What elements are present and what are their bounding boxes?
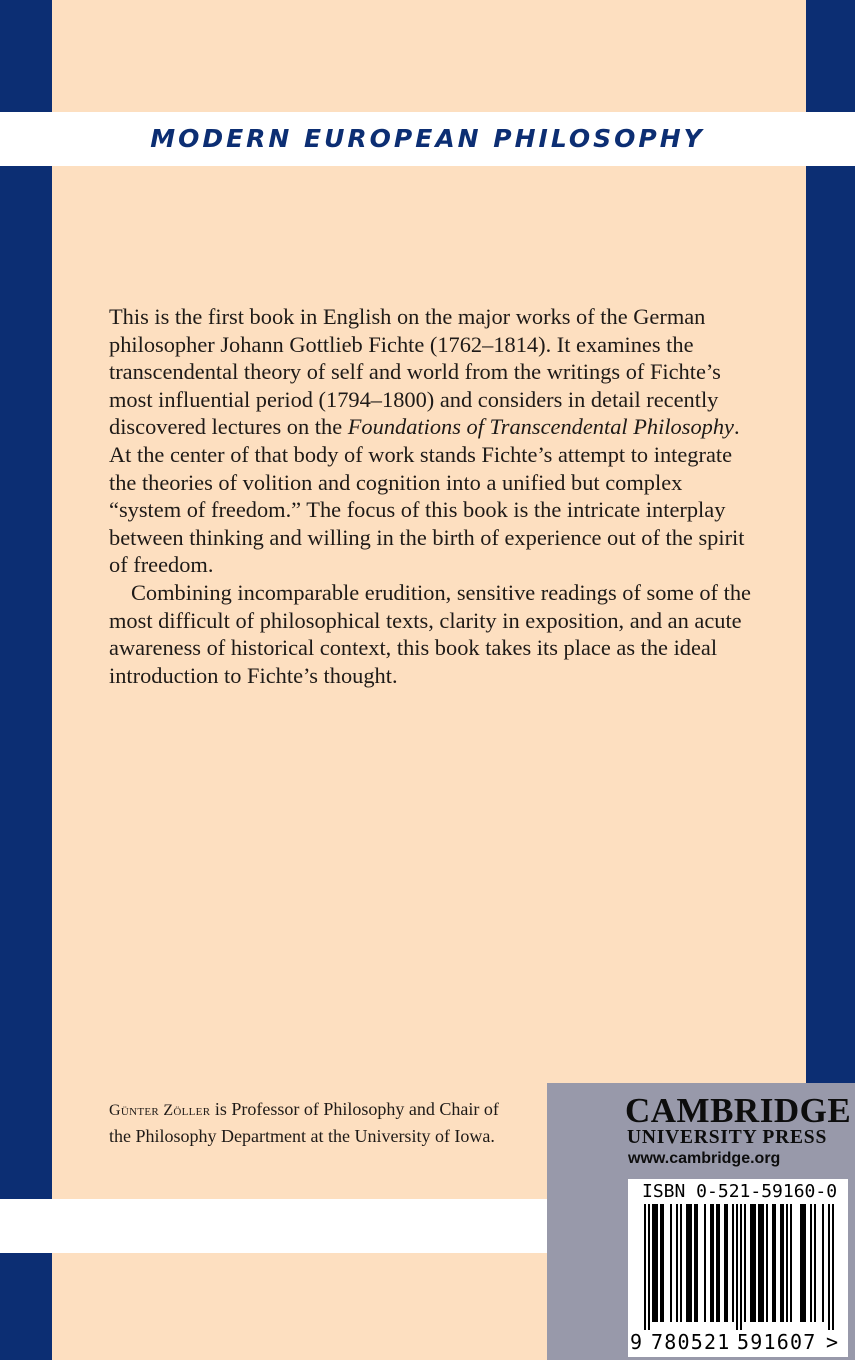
barcode-guard-bar <box>832 1204 834 1330</box>
barcode-right-digits: 591607 <box>737 1330 817 1354</box>
barcode-guard-bar <box>736 1204 738 1330</box>
barcode-bars <box>628 1204 848 1330</box>
barcode-bar <box>656 1204 658 1322</box>
isbn-label: ISBN 0-521-59160-0 <box>642 1181 838 1202</box>
barcode-digits <box>628 1330 848 1354</box>
barcode-bar <box>802 1204 804 1322</box>
barcode-bar <box>680 1204 682 1322</box>
barcode-bar <box>662 1204 664 1322</box>
barcode-guard-bar <box>644 1204 646 1330</box>
barcode-bar <box>800 1204 802 1322</box>
barcode-bar <box>752 1204 754 1322</box>
barcode-bar <box>712 1204 714 1322</box>
barcode-bar <box>774 1204 776 1322</box>
barcode-bar <box>688 1204 690 1322</box>
barcode-bar <box>718 1204 720 1322</box>
publisher-website: www.cambridge.org <box>628 1150 781 1167</box>
barcode-bar <box>814 1204 816 1322</box>
barcode-bar <box>760 1204 762 1322</box>
barcode-bar <box>710 1204 712 1322</box>
back-cover-blurb <box>109 303 759 689</box>
barcode-guard-bar <box>828 1204 830 1330</box>
barcode-bar <box>810 1204 812 1322</box>
barcode-bar <box>652 1204 654 1322</box>
barcode-bar <box>758 1204 760 1322</box>
blurb-paragraph-2: Combining incomparable erudition, sensitive readings of some of the most difficult of philosophical texts, clarity in exposition, and an acute awareness of historical context, this book takes its place as the ideal introduction to Fichte’s thought. <box>109 579 751 688</box>
publisher-name: CAMBRIDGE <box>625 1091 852 1130</box>
barcode-bar <box>822 1204 824 1322</box>
barcode-bar <box>716 1204 718 1322</box>
publisher-panel <box>547 1083 855 1360</box>
barcode-bar <box>786 1204 788 1322</box>
barcode-bar <box>782 1204 784 1322</box>
barcode-bar <box>780 1204 782 1322</box>
barcode-bar <box>762 1204 764 1322</box>
cream-panel-top <box>52 0 806 112</box>
barcode-bar <box>660 1204 662 1322</box>
left-navy-border <box>0 0 52 1360</box>
barcode-end-mark: > <box>826 1330 839 1354</box>
author-bio <box>109 1097 509 1148</box>
barcode-bar <box>686 1204 688 1322</box>
barcode-left-digits: 780521 <box>651 1330 731 1354</box>
barcode-bar <box>750 1204 752 1322</box>
author-bio-text: is Professor of Philosophy and Chair of the Philosophy Department at the University of Iowa. <box>109 1099 499 1146</box>
blurb-paragraph-1 <box>109 303 759 579</box>
author-name: Günter Zöller <box>109 1102 211 1119</box>
barcode-bar <box>696 1204 698 1322</box>
blurb-text: This is the first book in English on the major works of the German philosopher Johann Gottlieb Fichte (1762–1814). It examines the transcendental theory of self and world from the writings of Fichte’s most influential period (1794–1800) and considers in detail recently discovered lectures on the <box>109 304 721 440</box>
barcode-bar <box>726 1204 728 1322</box>
barcode-bar <box>744 1204 746 1322</box>
barcode-bar <box>704 1204 706 1322</box>
barcode-bar <box>654 1204 656 1322</box>
barcode-bar <box>694 1204 696 1322</box>
barcode-bar <box>766 1204 768 1322</box>
barcode-guard-bar <box>648 1204 650 1330</box>
barcode-bar <box>754 1204 756 1322</box>
series-title: MODERN EUROPEAN PHILOSOPHY <box>150 124 705 153</box>
barcode-guard-bar <box>740 1204 742 1330</box>
barcode-bar <box>790 1204 792 1322</box>
barcode-bar <box>804 1204 806 1322</box>
isbn-barcode <box>628 1179 848 1357</box>
blurb-text: . At the center of that body of work stands Fichte’s attempt to integrate the theories of volition and cognition into a unified but complex “system of freedom.” The focus of this book is the intricate interplay between thinking and willing in the birth of experience out of the spirit of freedom. <box>109 414 745 578</box>
book-title-italic: Foundations of Transcendental Philosophy <box>347 414 734 440</box>
publisher-subtitle: UNIVERSITY PRESS <box>627 1127 828 1148</box>
barcode-bar <box>690 1204 692 1322</box>
barcode-bar <box>772 1204 774 1322</box>
barcode-bar <box>724 1204 726 1322</box>
barcode-bar <box>670 1204 672 1322</box>
barcode-lead-digit: 9 <box>630 1330 643 1354</box>
barcode-bar <box>676 1204 678 1322</box>
barcode-bar <box>732 1204 734 1322</box>
